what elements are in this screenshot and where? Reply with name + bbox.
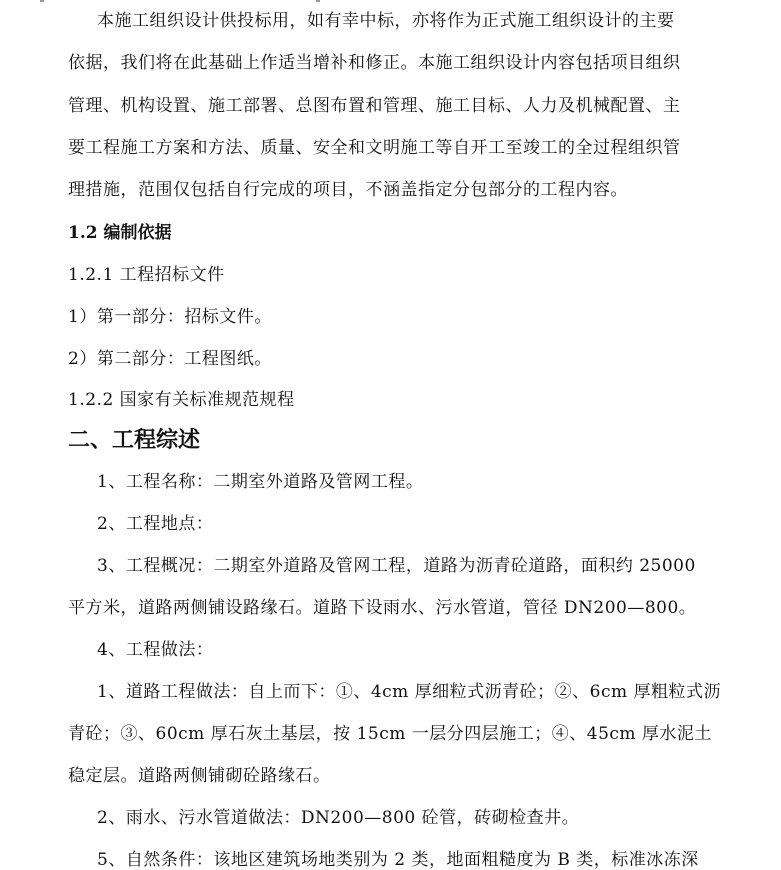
page-edge-mark [40,0,44,2]
overview-line: 2、雨水、污水管道做法：DN200—800 砼管，砖砌检查井。 [97,808,580,828]
section-heading-1-2: 1.2 编制依据 [68,223,172,243]
subsection-heading: 1.2.2 国家有关标准规范规程 [68,390,295,410]
chapter-heading: 二、工程综述 [68,427,201,453]
intro-line: 依据，我们将在此基础上作适当增补和修正。本施工组织设计内容包括项目组织 [68,53,681,73]
page-edge-mark [316,0,320,2]
overview-line: 3、工程概况：二期室外道路及管网工程，道路为沥青砼道路，面积约 25000 [97,556,696,576]
intro-line: 管理、机构设置、施工部署、总图布置和管理、施工目标、人力及机械配置、主 [68,96,681,116]
overview-line: 1、工程名称：二期室外道路及管网工程。 [97,472,424,492]
intro-line: 本施工组织设计供投标用，如有幸中标，亦将作为正式施工组织设计的主要 [97,11,675,31]
intro-line: 要工程施工方案和方法、质量、安全和文明施工等自开工至竣工的全过程组织管 [68,138,681,158]
overview-line: 青砼；③、60cm 厚石灰土基层，按 15cm 一层分四层施工；④、45cm 厚水泥土 [68,724,712,744]
overview-line: 5、自然条件：该地区建筑场地类别为 2 类，地面粗糙度为 B 类，标准冰冻深 [97,850,699,870]
list-item: 2）第二部分：工程图纸。 [68,349,272,369]
overview-line: 平方米，道路两侧铺设路缘石。道路下设雨水、污水管道，管径 DN200—800。 [68,598,697,618]
overview-line: 1、道路工程做法：自上而下：①、4cm 厚细粒式沥青砼；②、6cm 厚粗粒式沥 [97,682,722,702]
overview-line: 2、工程地点： [97,514,214,534]
overview-line: 4、工程做法： [97,640,214,660]
subsection-heading: 1.2.1 工程招标文件 [68,265,225,285]
intro-line: 理措施，范围仅包括自行完成的项目，不涵盖指定分包部分的工程内容。 [68,180,628,200]
list-item: 1）第一部分：招标文件。 [68,307,272,327]
overview-line: 稳定层。道路两侧铺砌砼路缘石。 [68,766,331,786]
